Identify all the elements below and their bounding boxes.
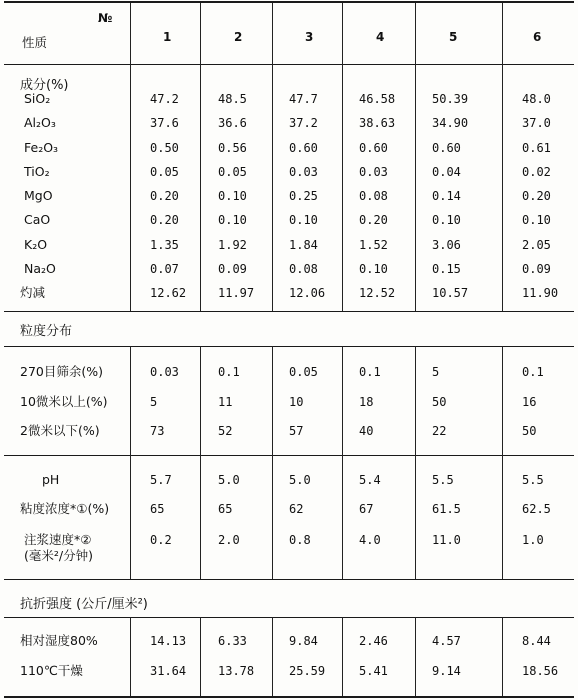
column-divider (200, 617, 201, 696)
row-label: pH (42, 472, 60, 487)
column-divider (130, 3, 131, 64)
column-divider (272, 617, 273, 696)
column-divider (415, 455, 416, 579)
column-divider (272, 346, 273, 455)
table-cell: 0.03 (359, 165, 388, 179)
table-cell: 12.62 (150, 286, 187, 300)
table-cell: 73 (150, 424, 165, 438)
table-cell: 5 (432, 365, 440, 379)
table-cell: 0.05 (218, 165, 247, 179)
header-sample-6: 6 (533, 30, 542, 44)
table-cell: 0.61 (522, 141, 551, 155)
table-cell: 0.08 (359, 189, 388, 203)
column-divider (200, 3, 201, 64)
header-property-label: 性质 (22, 35, 48, 50)
table-cell: 14.13 (150, 634, 187, 648)
table-cell: 5 (150, 395, 158, 409)
table-cell: 48.5 (218, 92, 247, 106)
column-divider (130, 617, 131, 696)
header-bottom-rule (4, 64, 574, 65)
table-cell: 0.10 (522, 213, 551, 227)
row-label: 110℃干燥 (20, 663, 83, 678)
header-sample-3: 3 (305, 30, 314, 44)
strength-title-rule (4, 617, 574, 618)
table-cell: 5.0 (218, 473, 240, 487)
table-cell: 10 (289, 395, 304, 409)
particle-bottom-rule (4, 455, 574, 456)
header-sample-4: 4 (376, 30, 385, 44)
table-cell: 1.35 (150, 238, 179, 252)
particle-title: 粒度分布 (20, 324, 73, 339)
table-cell: 0.07 (150, 262, 179, 276)
column-divider (130, 455, 131, 579)
table-cell: 0.10 (432, 213, 461, 227)
table-cell: 0.10 (359, 262, 388, 276)
table-cell: 0.2 (150, 533, 172, 547)
table-cell: 0.1 (522, 365, 544, 379)
header-sample-2: 2 (234, 30, 243, 44)
table-cell: 0.8 (289, 533, 311, 547)
table-cell: 5.5 (522, 473, 544, 487)
table-cell: 62 (289, 502, 304, 516)
row-label: 粘度浓度*①(%) (20, 501, 110, 516)
table-cell: 0.10 (218, 189, 247, 203)
column-divider (502, 617, 503, 696)
table-cell: 36.6 (218, 116, 247, 130)
table-cell: 0.20 (522, 189, 551, 203)
table-cell: 1.52 (359, 238, 388, 252)
column-divider (342, 3, 343, 64)
table-cell: 10.57 (432, 286, 469, 300)
column-divider (342, 455, 343, 579)
table-cell: 0.1 (359, 365, 381, 379)
table-cell: 37.0 (522, 116, 551, 130)
table-cell: 0.02 (522, 165, 551, 179)
table-cell: 11.90 (522, 286, 559, 300)
table-cell: 8.44 (522, 634, 551, 648)
table-cell: 62.5 (522, 502, 551, 516)
table-cell: 37.6 (150, 116, 179, 130)
row-label: 注浆速度*② (24, 532, 92, 547)
column-divider (502, 455, 503, 579)
composition-title: 成分(%) (20, 78, 69, 93)
column-divider (130, 64, 131, 311)
table-cell: 3.06 (432, 238, 461, 252)
table-cell: 9.14 (432, 664, 461, 678)
table-cell: 1.0 (522, 533, 544, 547)
strength-title: 抗折强度 (公斤/厘米²) (20, 597, 148, 612)
table-cell: 0.56 (218, 141, 247, 155)
column-divider (502, 64, 503, 311)
row-label: 10微米以上(%) (20, 394, 108, 409)
column-divider (200, 346, 201, 455)
table-bottom-rule (4, 696, 574, 698)
table-cell: 6.33 (218, 634, 247, 648)
row-label: Fe₂O₃ (24, 140, 59, 155)
table-cell: 34.90 (432, 116, 469, 130)
table-cell: 5.5 (432, 473, 454, 487)
column-divider (415, 617, 416, 696)
table-cell: 0.60 (289, 141, 318, 155)
table-cell: 1.84 (289, 238, 318, 252)
table-cell: 57 (289, 424, 304, 438)
table-cell: 0.03 (289, 165, 318, 179)
table-cell: 47.7 (289, 92, 318, 106)
row-label-unit: (毫米²/分钟) (24, 548, 93, 563)
table-cell: 22 (432, 424, 447, 438)
table-cell: 0.1 (218, 365, 240, 379)
table-cell: 50 (432, 395, 447, 409)
table-cell: 25.59 (289, 664, 326, 678)
table-cell: 37.2 (289, 116, 318, 130)
table-cell: 0.14 (432, 189, 461, 203)
column-divider (415, 3, 416, 64)
column-divider (342, 64, 343, 311)
table-cell: 50.39 (432, 92, 469, 106)
particle-title-rule (4, 346, 574, 347)
table-cell: 5.4 (359, 473, 381, 487)
column-divider (342, 617, 343, 696)
column-divider (272, 455, 273, 579)
table-cell: 0.09 (522, 262, 551, 276)
column-divider (502, 346, 503, 455)
table-cell: 0.20 (150, 189, 179, 203)
table-cell: 2.05 (522, 238, 551, 252)
column-divider (415, 64, 416, 311)
column-divider (200, 455, 201, 579)
header-sample-1: 1 (163, 30, 172, 44)
table-cell: 0.05 (150, 165, 179, 179)
table-cell: 46.58 (359, 92, 396, 106)
column-divider (272, 3, 273, 64)
row-label: Na₂O (24, 261, 56, 276)
table-cell: 11.97 (218, 286, 255, 300)
header-no-label: № (98, 11, 113, 25)
table-cell: 65 (150, 502, 165, 516)
table-cell: 12.52 (359, 286, 396, 300)
table-cell: 16 (522, 395, 537, 409)
table-cell: 13.78 (218, 664, 255, 678)
table-cell: 67 (359, 502, 374, 516)
table-cell: 18 (359, 395, 374, 409)
row-label: 相对湿度80% (20, 633, 98, 648)
table-cell: 47.2 (150, 92, 179, 106)
column-divider (200, 64, 201, 311)
table-cell: 4.0 (359, 533, 381, 547)
table-cell: 38.63 (359, 116, 396, 130)
table-cell: 52 (218, 424, 233, 438)
column-divider (502, 3, 503, 64)
slurry-bottom-rule (4, 579, 574, 580)
table-cell: 1.92 (218, 238, 247, 252)
table-cell: 4.57 (432, 634, 461, 648)
table-cell: 0.60 (359, 141, 388, 155)
table-cell: 0.20 (150, 213, 179, 227)
table-cell: 0.50 (150, 141, 179, 155)
row-label: CaO (24, 212, 51, 227)
table-cell: 0.08 (289, 262, 318, 276)
header-sample-5: 5 (449, 30, 458, 44)
table-cell: 61.5 (432, 502, 461, 516)
table-cell: 48.0 (522, 92, 551, 106)
table-cell: 0.03 (150, 365, 179, 379)
table-cell: 12.06 (289, 286, 326, 300)
table-cell: 0.20 (359, 213, 388, 227)
table-cell: 2.0 (218, 533, 240, 547)
table-top-rule (4, 1, 574, 3)
table-cell: 5.41 (359, 664, 388, 678)
row-label: 270目筛余(%) (20, 364, 103, 379)
column-divider (342, 346, 343, 455)
composition-bottom-rule (4, 311, 574, 312)
table-cell: 0.04 (432, 165, 461, 179)
row-label: K₂O (24, 237, 48, 252)
table-cell: 11.0 (432, 533, 461, 547)
row-label: 2微米以下(%) (20, 423, 100, 438)
table-cell: 0.60 (432, 141, 461, 155)
row-label: 灼减 (20, 285, 46, 300)
table-cell: 40 (359, 424, 374, 438)
row-label: TiO₂ (24, 164, 50, 179)
table-cell: 0.10 (289, 213, 318, 227)
table-cell: 11 (218, 395, 233, 409)
table-cell: 0.05 (289, 365, 318, 379)
table-cell: 0.09 (218, 262, 247, 276)
table-cell: 65 (218, 502, 233, 516)
table-cell: 0.15 (432, 262, 461, 276)
row-label: MgO (24, 188, 53, 203)
table-cell: 0.10 (218, 213, 247, 227)
column-divider (130, 346, 131, 455)
column-divider (272, 64, 273, 311)
row-label: SiO₂ (24, 91, 51, 106)
table-cell: 2.46 (359, 634, 388, 648)
table-cell: 0.25 (289, 189, 318, 203)
row-label: Al₂O₃ (24, 115, 56, 130)
table-cell: 31.64 (150, 664, 187, 678)
table-cell: 5.7 (150, 473, 172, 487)
table-cell: 9.84 (289, 634, 318, 648)
table-cell: 5.0 (289, 473, 311, 487)
column-divider (415, 346, 416, 455)
table-cell: 18.56 (522, 664, 559, 678)
table-cell: 50 (522, 424, 537, 438)
